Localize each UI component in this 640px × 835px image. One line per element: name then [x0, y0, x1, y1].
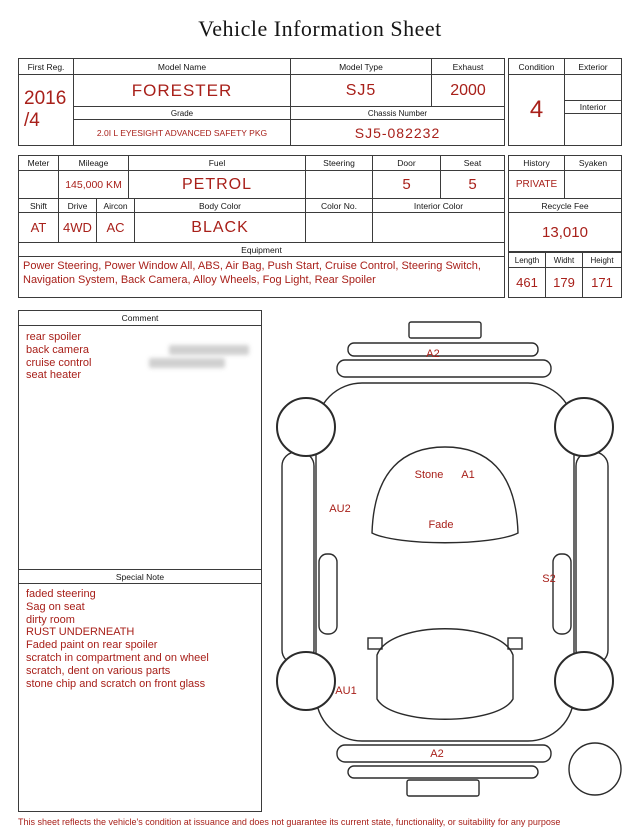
comment-item: rear spoiler: [26, 331, 82, 343]
car-damage-diagram: [268, 315, 634, 807]
fuel-value: PETROL: [129, 171, 306, 199]
syaken-value-cell: [565, 171, 621, 199]
color-no-header: Color No.: [306, 199, 373, 213]
rear-right-wheel-icon: [555, 652, 613, 710]
length-header: Length: [509, 253, 546, 268]
comment-item: back camera: [26, 343, 89, 356]
shift-value: AT: [19, 213, 59, 243]
right-side-panel: [576, 452, 608, 664]
special-note-item: RUST UNDERNEATH: [26, 626, 135, 639]
recycle-fee-header: Recycle Fee: [509, 199, 621, 213]
syaken-header: Syaken: [565, 156, 621, 171]
exhaust-value: 2000: [432, 75, 504, 107]
rear-bumper-bar-1: [337, 745, 551, 762]
interior-color-value-cell: [373, 213, 504, 243]
exterior-grade-cell: [565, 75, 621, 101]
special-note-item: Sag on seat: [26, 600, 85, 613]
rear-bumper-bar-2: [348, 766, 538, 778]
special-note-item: stone chip and scratch on front glass: [26, 677, 206, 690]
color-no-value-cell: [306, 213, 373, 243]
interior-grade-cell: [565, 114, 621, 145]
recycle-fee-value: 13,010: [542, 223, 588, 241]
equipment-value: Power Steering, Power Window All, ABS, Air Bag, Push Start, Cruise Control, Steering Switch, Navigation System, Back Camera, Alloy Wheels, Fog Light, Rear Spoiler: [23, 260, 481, 286]
first-reg-month: /4: [24, 110, 40, 131]
steering-value-cell: [306, 171, 373, 199]
damage-label-au1: AU1: [335, 685, 357, 697]
body-color-header: Body Color: [135, 199, 306, 213]
condition-value: 4: [509, 75, 565, 145]
meter-header: Meter: [19, 156, 59, 171]
model-name-header: Model Name: [74, 59, 291, 75]
damage-label-fade: Fade: [428, 519, 454, 531]
blurred-text: [149, 358, 225, 368]
special-note-item: dirty room: [26, 613, 75, 626]
length-value: 461: [509, 268, 546, 297]
model-type-value: SJ5: [291, 75, 432, 107]
width-value: 179: [546, 268, 583, 297]
history-table: [508, 155, 622, 252]
front-right-wheel-icon: [555, 398, 613, 456]
condition-table: [508, 58, 622, 146]
history-value: PRIVATE: [509, 171, 565, 199]
height-value: 171: [591, 275, 613, 290]
special-note-item: scratch in compartment and on wheel: [26, 651, 209, 664]
front-plate: [409, 322, 481, 338]
grade-value: 2.0I L EYESIGHT ADVANCED SAFETY PKG: [74, 120, 291, 145]
blurred-text: [169, 345, 249, 355]
seat-value: 5: [441, 171, 504, 199]
special-note-header: Special Note: [19, 569, 261, 584]
model-name-value: FORESTER: [74, 75, 291, 107]
exterior-header: Exterior: [565, 59, 621, 75]
steering-header: Steering: [306, 156, 373, 171]
aircon-header: Aircon: [97, 199, 135, 213]
chassis-number-header: Chassis Number: [291, 107, 504, 120]
damage-label-au2: AU2: [329, 503, 351, 515]
meter-value-cell: [19, 171, 59, 199]
first-reg-year: 2016: [24, 88, 67, 109]
rear-plate: [407, 780, 479, 796]
comment-panel: [18, 310, 262, 812]
damage-label-rear-bumper: A2: [430, 748, 444, 760]
comment-item: cruise control: [26, 356, 92, 369]
width-header: Widht: [546, 253, 583, 268]
shift-header: Shift: [19, 199, 59, 213]
drive-header: Drive: [59, 199, 97, 213]
comment-item: seat heater: [26, 369, 82, 382]
mileage-value: 145,000 KM: [59, 171, 129, 199]
page-title: Vehicle Information Sheet: [198, 16, 442, 41]
first-reg-value: [19, 75, 74, 145]
special-note-item: faded steering: [26, 588, 96, 600]
grade-header: Grade: [74, 107, 291, 120]
top-info-table: [18, 58, 505, 146]
condition-header: Condition: [509, 59, 565, 75]
equipment-header: Equipment: [19, 243, 504, 257]
chassis-number-value: SJ5-082232: [354, 124, 441, 141]
damage-label-front-bumper: A2: [426, 348, 440, 360]
damage-label-s2: S2: [542, 573, 556, 585]
drive-value: 4WD: [59, 213, 97, 243]
history-header: History: [509, 156, 565, 171]
spare-tire-icon: [569, 743, 621, 795]
comment-list: [19, 331, 261, 382]
comment-header: Comment: [19, 311, 261, 326]
rear-left-wheel-icon: [277, 652, 335, 710]
specs-table: [18, 155, 505, 298]
model-type-header: Model Type: [291, 59, 432, 75]
disclaimer-text: This sheet reflects the vehicle's condition at issuance and does not guarantee its current state, functionality, or suitability for any purpose: [18, 817, 561, 827]
front-left-wheel-icon: [277, 398, 335, 456]
special-note-item: scratch, dent on various parts: [26, 664, 171, 677]
special-note-list: [19, 588, 261, 690]
fuel-header: Fuel: [129, 156, 306, 171]
height-header: Height: [583, 253, 621, 268]
left-side-panel: [282, 452, 314, 664]
damage-label-a1: A1: [461, 469, 475, 481]
seat-header: Seat: [441, 156, 504, 171]
front-bumper-bar-2: [337, 360, 551, 377]
door-value: 5: [373, 171, 441, 199]
first-reg-header: First Reg.: [19, 59, 74, 75]
body-color-value: BLACK: [135, 213, 306, 243]
front-bumper-bar-1: [348, 343, 538, 356]
mileage-header: Mileage: [59, 156, 129, 171]
interior-color-header: Interior Color: [373, 199, 504, 213]
aircon-value: AC: [97, 213, 135, 243]
damage-label-stone: Stone: [414, 469, 444, 481]
dimensions-table: [508, 252, 622, 298]
special-note-item: Faded paint on rear spoiler: [26, 639, 158, 652]
exhaust-header: Exhaust: [432, 59, 504, 75]
interior-header: Interior: [565, 101, 621, 114]
door-header: Door: [373, 156, 441, 171]
